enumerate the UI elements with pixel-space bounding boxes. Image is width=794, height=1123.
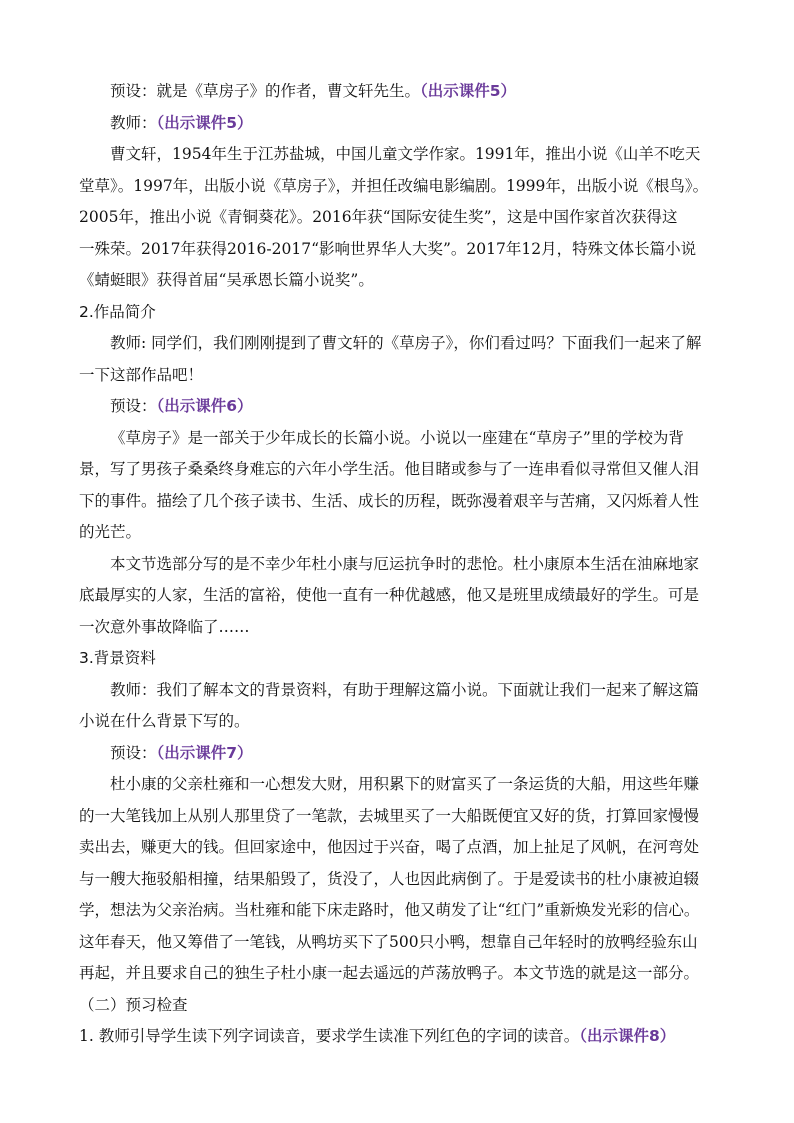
slide-cue: （出示课件5）	[156, 113, 253, 132]
slide-cue: （出示课件6）	[156, 397, 253, 415]
excerpt-line: 底最厚实的人家，生活的富裕，使他一直有一种优越感，他又是班里成绩最好的学生。可是	[79, 586, 700, 604]
document-body	[79, 76, 725, 1053]
section-heading-preview-check: （二）预习检查	[79, 995, 188, 1014]
paragraph-line: 小说在什么背景下写的。	[79, 712, 250, 730]
preset-line	[79, 738, 725, 770]
slide-cue: （出示课件7）	[156, 743, 253, 762]
teacher-line	[79, 108, 725, 140]
paragraph-line: 教师：我们了解本文的背景资料，有助于理解这篇小说。下面就让我们一起来了解这篇	[110, 680, 700, 699]
intro-line: 《草房子》是一部关于少年成长的长篇小说。小说以一座建在“草房子”里的学校为背	[110, 428, 684, 447]
background-line: 卖出去，赚更大的钱。但回家途中，他因过于兴奋，喝了点酒，加上扯足了风帆，在河弯处	[79, 838, 700, 856]
slide-cue: （出示课件5）	[420, 82, 517, 100]
instruction-line	[79, 1021, 725, 1053]
bio-line: 2005年，推出小说《青铜葵花》。2016年获“国际安徒生奖”，这是中国作家首次获得这	[79, 208, 678, 226]
bio-line: 一殊荣。2017年获得2016-2017“影响世界华人大奖”。2017年12月，特殊文体长篇小说	[79, 239, 697, 258]
excerpt-paragraph	[79, 549, 725, 644]
background-paragraph	[79, 769, 725, 990]
preset-text: 预设：就是《草房子》的作者，曹文轩先生。	[110, 82, 421, 100]
background-line: 的一大笔钱加上从别人那里贷了一笔款，去城里买了一大船既便宜又好的货，打算回家慢慢	[79, 806, 700, 825]
teacher-background-paragraph	[79, 675, 725, 738]
work-intro-paragraph	[79, 423, 725, 549]
paragraph-line: 一下这部作品吧！	[79, 365, 204, 384]
preset-answer-line	[79, 76, 725, 108]
section-heading-work-intro: 2.作品简介	[79, 302, 156, 321]
excerpt-line: 本文节选部分写的是不幸少年杜小康与厄运抗争时的悲怆。杜小康原本生活在油麻地家	[110, 554, 700, 573]
background-line: 这年春天，他又筹借了一笔钱，从鸭坊买下了500只小鸭，想靠自己年轻时的放鸭经验东山	[79, 932, 698, 951]
bio-line: 曹文轩，1954年生于江苏盐城，中国儿童文学作家。1991年，推出小说《山羊不吃天	[110, 145, 701, 163]
teacher-question-paragraph	[79, 328, 725, 391]
background-line: 杜小康的父亲杜雍和一心想发大财，用积累下的财富买了一条运货的大船，用这些年赚	[110, 775, 700, 793]
intro-line: 景，写了男孩子桑桑终身难忘的六年小学生活。他目睹或参与了一连串看似寻常但又催人泪	[79, 460, 700, 478]
author-bio-paragraph	[79, 139, 725, 297]
intro-line: 下的事件。描绘了几个孩子读书、生活、成长的历程，既弥漫着艰辛与苦痛，又闪烁着人性	[79, 491, 700, 510]
paragraph-line: 教师: 同学们，我们刚刚提到了曹文轩的《草房子》，你们看过吗？下面我们一起来了解	[110, 334, 702, 352]
instruction-text: 1. 教师引导学生读下列字词读音，要求学生读准下列红色的字词的读音。	[79, 1027, 580, 1045]
preset-line	[79, 391, 725, 423]
intro-line: 的光芒。	[79, 523, 142, 541]
background-line: 学，想法为父亲治病。当杜雍和能下床走路时，他又萌发了让“红门”重新焕发光彩的信心。	[79, 901, 700, 919]
background-line: 再起，并且要求自己的独生子杜小康一起去遥远的芦荡放鸭子。本文节选的就是这一部分。	[79, 964, 700, 982]
bio-line: 堂草》。1997年，出版小说《草房子》，并担任改编电影编剧。1999年，出版小说《根鸟》。	[79, 176, 709, 195]
preset-label: 预设：	[110, 743, 157, 762]
teacher-label: 教师：	[110, 113, 157, 132]
preset-label: 预设：	[110, 397, 157, 415]
slide-cue: （出示课件8）	[579, 1027, 676, 1045]
section-heading-background: 3.背景资料	[79, 649, 156, 667]
bio-line: 《蜻蜓眼》获得首届“吴承恩长篇小说奖”。	[79, 271, 374, 289]
excerpt-line: 一次意外事故降临了……	[79, 617, 250, 636]
background-line: 与一艘大拖驳船相撞，结果船毁了，货没了，人也因此病倒了。于是爱读书的杜小康被迫辍	[79, 869, 700, 888]
